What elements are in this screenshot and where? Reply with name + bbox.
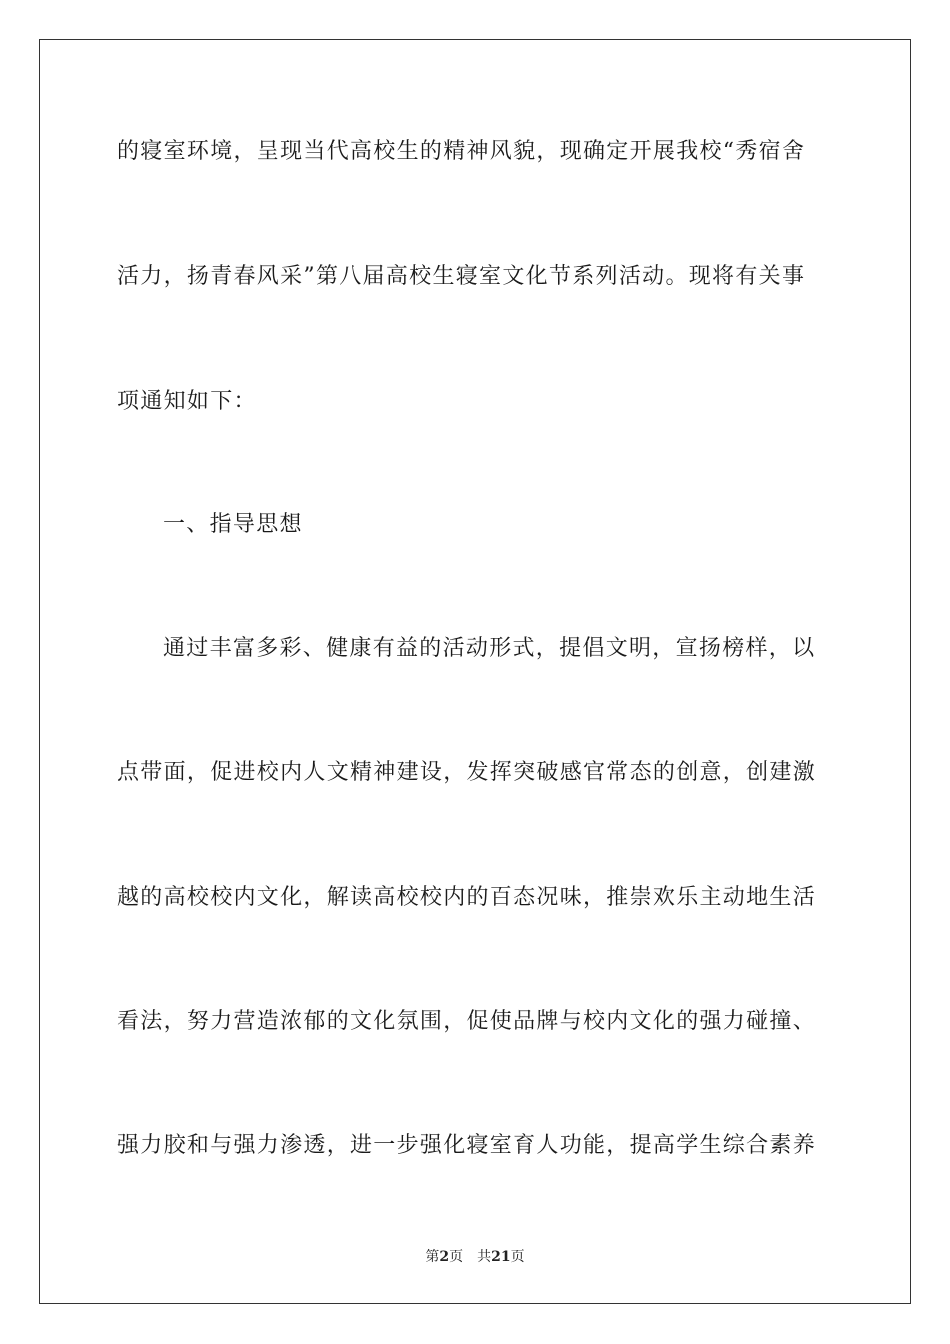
page-frame: [39, 39, 911, 1304]
page-suffix: 页: [449, 1249, 464, 1265]
section-heading: 一、指导思想: [163, 512, 303, 537]
body-text-line: 强力胶和与强力渗透，进一步强化寝室育人功能，提高学生综合素养: [117, 1133, 817, 1158]
page-footer: [0, 1247, 950, 1267]
body-text-line: 项通知如下：: [117, 389, 257, 414]
total-suffix: 页: [510, 1249, 525, 1265]
body-text-line: 点带面，促进校内人文精神建设，发挥突破感官常态的创意，创建激: [117, 760, 817, 785]
body-text-line: 看法，努力营造浓郁的文化氛围，促使品牌与校内文化的强力碰撞、: [117, 1009, 817, 1034]
body-text-line: 的寝室环境，呈现当代高校生的精神风貌，现确定开展我校“秀宿舍: [117, 139, 806, 164]
body-text-line: 通过丰富多彩、健康有益的活动形式，提倡文明，宣扬榜样，以: [163, 636, 816, 661]
total-pages: 21: [491, 1249, 511, 1265]
page-number: 2: [439, 1249, 450, 1265]
total-prefix: 共: [477, 1249, 492, 1265]
body-text-line: 越的高校校内文化，解读高校校内的百态况味，推崇欢乐主动地生活: [117, 885, 817, 910]
body-text-line: 活力，扬青春风采”第八届高校生寝室文化节系列活动。现将有关事: [117, 264, 806, 289]
page-prefix: 第: [425, 1249, 440, 1265]
